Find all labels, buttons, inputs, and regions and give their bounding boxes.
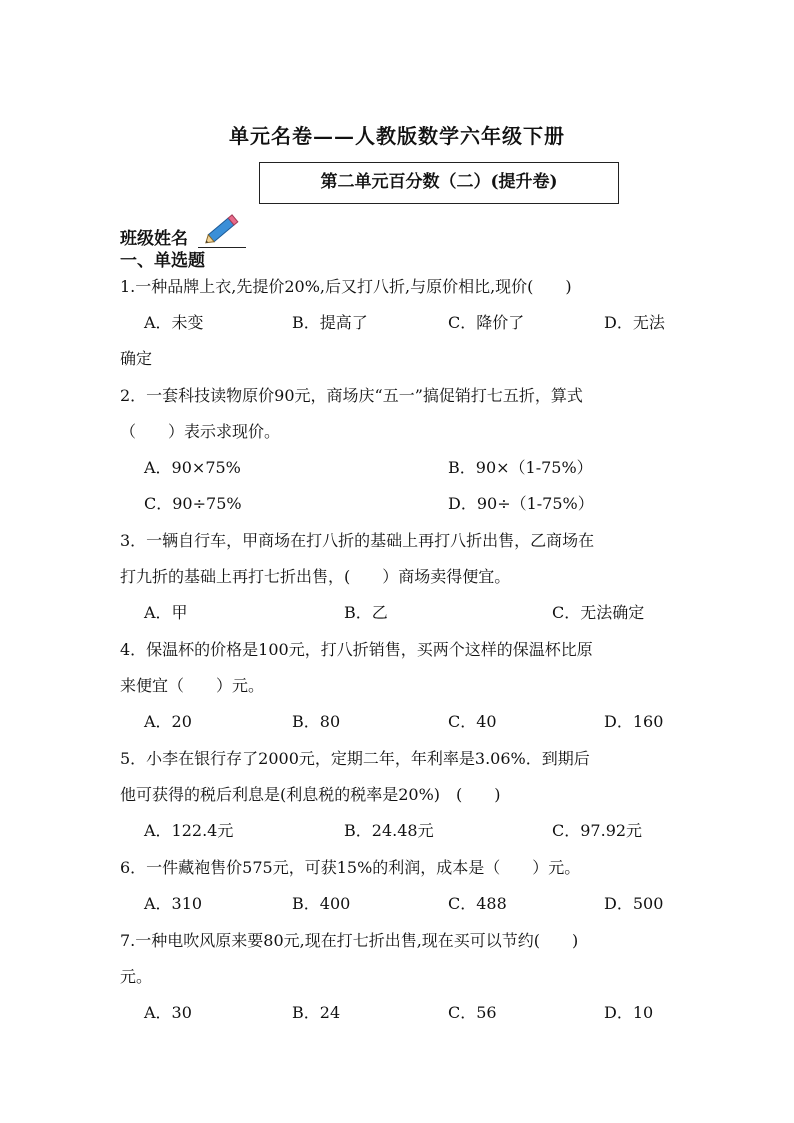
- pencil-icon: [200, 206, 246, 252]
- section-heading: 一、单选题: [120, 251, 205, 271]
- question-text: 1.一种品牌上衣,先提价20%,后又打八折,与原价相比,现价( ): [120, 277, 572, 296]
- question-text-tail: 确定: [120, 349, 153, 368]
- question-text: 他可获得的税后利息是(利息税的税率是20%) ( ): [120, 785, 501, 804]
- option-d: D．500: [604, 894, 664, 913]
- question-text: 2．一套科技读物原价90元，商场庆“五一”搞促销打七五折，算式: [120, 386, 583, 405]
- class-name-label: 班级姓名: [120, 229, 188, 249]
- option-c: C．无法确定: [552, 603, 645, 622]
- option-b: B．24.48元: [344, 821, 434, 840]
- subtitle-box: 第二单元百分数（二）(提升卷): [259, 162, 619, 204]
- question-text: 5．小李在银行存了2000元，定期二年，年利率是3.06%．到期后: [120, 749, 590, 768]
- option-a: A．310: [144, 894, 203, 913]
- option-c: C．488: [448, 894, 507, 913]
- question-text: 打九折的基础上再打七折出售，( ）商场卖得便宜。: [120, 567, 511, 586]
- option-d: D．无法: [604, 313, 665, 332]
- option-c: C．97.92元: [552, 821, 643, 840]
- option-a: A．未变: [144, 313, 204, 332]
- option-c: C．56: [448, 1003, 497, 1022]
- option-a: A．90×75%: [144, 458, 241, 477]
- question-text: （ ）表示求现价。: [120, 422, 281, 441]
- option-b: B．提高了: [292, 313, 368, 332]
- option-c: C．90÷75%: [144, 494, 242, 513]
- option-a: A．甲: [144, 603, 188, 622]
- option-b: B．80: [292, 712, 341, 731]
- page-title: 单元名卷——人教版数学六年级下册: [229, 124, 565, 148]
- option-b: B．24: [292, 1003, 341, 1022]
- question-text: 6．一件藏袍售价575元，可获15%的利润，成本是（ ）元。: [120, 858, 581, 877]
- option-a: A．20: [144, 712, 192, 731]
- option-d: D．10: [604, 1003, 654, 1022]
- option-c: C．降价了: [448, 313, 525, 332]
- option-b: B．90×（1-75%）: [448, 458, 593, 477]
- option-a: A．30: [144, 1003, 192, 1022]
- option-b: B．400: [292, 894, 351, 913]
- option-a: A．122.4元: [144, 821, 234, 840]
- option-c: C．40: [448, 712, 497, 731]
- question-text: 3．一辆自行车，甲商场在打八折的基础上再打八折出售，乙商场在: [120, 531, 595, 550]
- option-d: D．90÷（1-75%）: [448, 494, 594, 513]
- option-b: B．乙: [344, 603, 388, 622]
- question-text: 4．保温杯的价格是100元，打八折销售，买两个这样的保温杯比原: [120, 640, 593, 659]
- question-text: 元。: [120, 967, 153, 986]
- question-text: 7.一种电吹风原来要80元,现在打七折出售,现在买可以节约( ): [120, 931, 579, 950]
- option-d: D．160: [604, 712, 664, 731]
- question-text: 来便宜（ ）元。: [120, 676, 265, 695]
